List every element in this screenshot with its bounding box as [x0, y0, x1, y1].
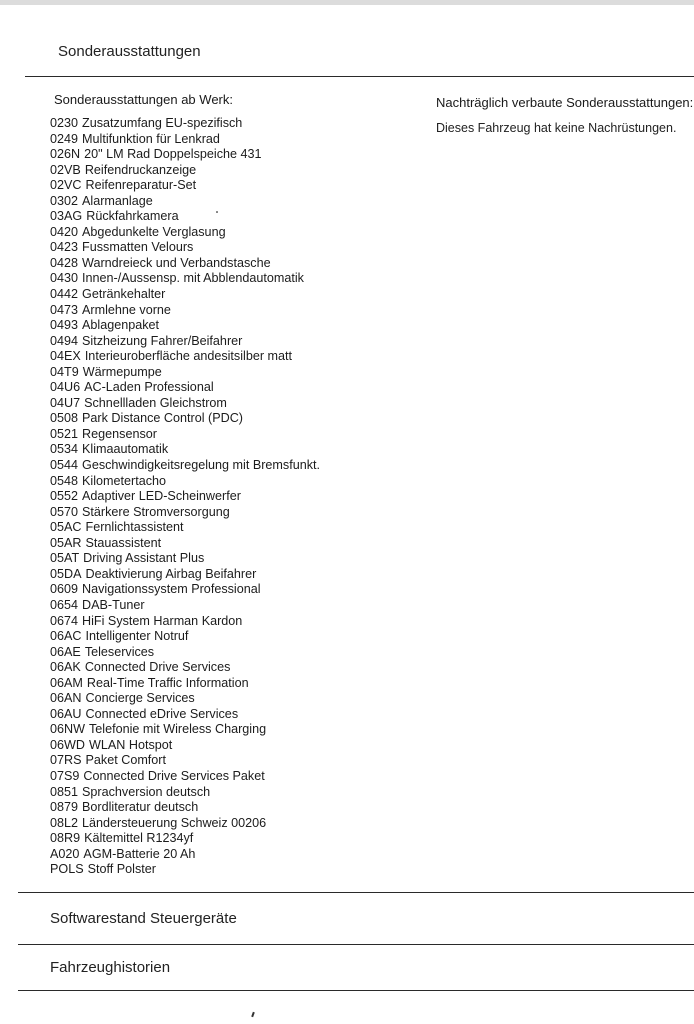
option-code: 0544: [50, 458, 79, 473]
option-code: 06AU: [50, 706, 82, 721]
top-edge-strip: [0, 0, 694, 5]
option-label: Connected Drive Services: [84, 660, 231, 675]
section-title-softwarestand: Softwarestand Steuergeräte: [50, 910, 237, 927]
option-item: [50, 567, 430, 583]
option-code: 07RS: [50, 753, 82, 768]
option-label: Reifenreparatur-Set: [85, 178, 197, 193]
option-label: Klimaautomatik: [82, 442, 169, 457]
option-code: 0473: [50, 302, 79, 317]
option-label: Kilometertacho: [82, 473, 167, 488]
option-label: Connected Drive Services Paket: [83, 768, 265, 783]
section-title-sonderausstattungen: Sonderausstattungen: [58, 43, 201, 60]
scan-speck-bottom: [251, 1012, 255, 1017]
option-label: Innen-/Aussensp. mit Abblendautomatik: [82, 271, 304, 286]
option-label: Adaptiver LED-Scheinwerfer: [82, 489, 241, 504]
option-code: 05AC: [50, 520, 82, 535]
option-item: [50, 847, 430, 863]
option-label: Real-Time Traffic Information: [86, 675, 249, 690]
option-item: [50, 334, 430, 350]
option-code: 04T9: [50, 364, 79, 379]
option-item: [50, 707, 430, 723]
option-label: Connected eDrive Services: [85, 706, 239, 721]
option-label: Zusatzumfang EU-spezifisch: [82, 116, 243, 130]
option-code: A020: [50, 846, 80, 861]
option-label: Armlehne vorne: [82, 302, 171, 317]
option-item: [50, 691, 430, 707]
option-label: Stärkere Stromversorgung: [82, 504, 230, 519]
option-code: 06AM: [50, 675, 83, 690]
factory-options-list: [50, 116, 430, 878]
option-label: Alarmanlage: [82, 193, 153, 208]
option-label: Geschwindigkeitsregelung mit Bremsfunkt.: [82, 458, 321, 473]
option-code: 0420: [50, 224, 79, 239]
option-label: Stoff Polster: [87, 862, 156, 877]
option-code: 02VC: [50, 178, 82, 193]
option-code: 0521: [50, 426, 79, 441]
option-item: [50, 240, 430, 256]
option-code: 08R9: [50, 831, 81, 846]
option-item: [50, 209, 430, 225]
option-item: [50, 427, 430, 443]
option-item: [50, 318, 430, 334]
option-item: [50, 800, 430, 816]
option-label: Sitzheizung Fahrer/Beifahrer: [82, 333, 243, 348]
option-item: [50, 178, 430, 194]
option-item: [50, 598, 430, 614]
option-code: 0249: [50, 131, 79, 146]
option-code: 08L2: [50, 815, 79, 830]
option-label: Park Distance Control (PDC): [82, 411, 243, 426]
divider-top: [25, 76, 694, 77]
option-item: [50, 194, 430, 210]
option-code: 0494: [50, 333, 79, 348]
scan-speck: [216, 211, 218, 213]
retrofit-options-text: Dieses Fahrzeug hat keine Nachrüstungen.: [436, 121, 677, 135]
option-item: [50, 365, 430, 381]
option-item: [50, 582, 430, 598]
option-code: 0493: [50, 318, 79, 333]
option-code: 0423: [50, 240, 79, 255]
option-code: 0302: [50, 193, 79, 208]
option-item: [50, 256, 430, 272]
option-item: [50, 862, 430, 878]
option-item: [50, 645, 430, 661]
option-label: 20" LM Rad Doppelspeiche 431: [84, 147, 262, 162]
option-label: Reifendruckanzeige: [84, 162, 197, 177]
option-label: Telefonie mit Wireless Charging: [89, 722, 267, 737]
option-item: [50, 271, 430, 287]
option-label: Paket Comfort: [85, 753, 167, 768]
option-code: 06NW: [50, 722, 85, 737]
option-code: 05AT: [50, 551, 80, 566]
option-code: 04U7: [50, 395, 81, 410]
option-label: Abgedunkelte Verglasung: [82, 224, 226, 239]
option-code: 0570: [50, 504, 79, 519]
option-item: [50, 225, 430, 241]
option-label: Stauassistent: [85, 535, 162, 550]
option-item: [50, 474, 430, 490]
option-code: 0534: [50, 442, 79, 457]
option-code: 0230: [50, 116, 79, 130]
option-label: Wärmepumpe: [82, 364, 162, 379]
option-label: WLAN Hotspot: [89, 737, 173, 752]
option-code: 02VB: [50, 162, 81, 177]
option-code: 06AC: [50, 629, 82, 644]
option-label: Fernlichtassistent: [85, 520, 184, 535]
option-code: 0879: [50, 800, 79, 815]
option-label: Warndreieck und Verbandstasche: [82, 255, 271, 270]
option-code: 06AK: [50, 660, 81, 675]
option-item: [50, 753, 430, 769]
option-label: Bordliteratur deutsch: [82, 800, 199, 815]
option-code: 0851: [50, 784, 79, 799]
option-item: [50, 458, 430, 474]
option-item: [50, 163, 430, 179]
option-label: Concierge Services: [85, 691, 195, 706]
option-label: Deaktivierung Airbag Beifahrer: [85, 566, 257, 581]
option-code: 0552: [50, 489, 79, 504]
option-item: [50, 676, 430, 692]
divider-after-softwarestand: [18, 944, 694, 945]
option-item: [50, 551, 430, 567]
option-label: Fussmatten Velours: [82, 240, 194, 255]
option-code: 04EX: [50, 349, 81, 364]
option-code: 05AR: [50, 535, 82, 550]
divider-after-options: [18, 892, 694, 893]
option-item: [50, 489, 430, 505]
option-code: 05DA: [50, 566, 82, 581]
option-code: 03AG: [50, 209, 83, 224]
option-item: [50, 769, 430, 785]
option-code: 0442: [50, 287, 79, 302]
option-label: Kältemittel R1234yf: [84, 831, 194, 846]
option-label: Interieuroberfläche andesitsilber matt: [84, 349, 293, 364]
section-title-fahrzeughistorien: Fahrzeughistorien: [50, 959, 171, 976]
option-code: 0428: [50, 255, 79, 270]
option-item: [50, 147, 430, 163]
option-code: 07S9: [50, 768, 80, 783]
option-label: AC-Laden Professional: [84, 380, 214, 395]
option-item: [50, 738, 430, 754]
option-label: Intelligenter Notruf: [85, 629, 189, 644]
option-label: Driving Assistant Plus: [83, 551, 205, 566]
option-item: [50, 785, 430, 801]
option-item: [50, 505, 430, 521]
option-item: [50, 396, 430, 412]
option-item: [50, 831, 430, 847]
option-label: Rückfahrkamera: [86, 209, 179, 224]
option-code: 04U6: [50, 380, 81, 395]
option-item: [50, 303, 430, 319]
divider-bottom: [18, 990, 694, 991]
option-item: [50, 614, 430, 630]
option-item: [50, 660, 430, 676]
option-label: Getränkehalter: [82, 287, 166, 302]
option-code: 0548: [50, 473, 79, 488]
factory-options-heading: Sonderausstattungen ab Werk:: [54, 92, 233, 107]
option-code: 0674: [50, 613, 79, 628]
option-label: Ländersteuerung Schweiz 00206: [82, 815, 267, 830]
option-code: 0430: [50, 271, 79, 286]
option-item: [50, 520, 430, 536]
option-code: 026N: [50, 147, 81, 162]
option-code: POLS: [50, 862, 84, 877]
option-item: [50, 116, 430, 132]
option-label: AGM-Batterie 20 Ah: [83, 846, 196, 861]
option-item: [50, 816, 430, 832]
option-code: 06AE: [50, 644, 81, 659]
option-label: DAB-Tuner: [82, 597, 145, 612]
option-item: [50, 411, 430, 427]
option-label: Sprachversion deutsch: [82, 784, 211, 799]
option-item: [50, 287, 430, 303]
option-item: [50, 349, 430, 365]
option-item: [50, 380, 430, 396]
option-label: Schnellladen Gleichstrom: [84, 395, 227, 410]
option-label: HiFi System Harman Kardon: [82, 613, 243, 628]
option-code: 06AN: [50, 691, 82, 706]
option-label: Multifunktion für Lenkrad: [82, 131, 220, 146]
retrofit-options-heading: Nachträglich verbaute Sonderausstattungen:: [436, 95, 694, 110]
option-code: 06WD: [50, 737, 85, 752]
option-item: [50, 629, 430, 645]
option-item: [50, 132, 430, 148]
option-label: Regensensor: [82, 426, 157, 441]
option-label: Teleservices: [84, 644, 155, 659]
option-code: 0508: [50, 411, 79, 426]
option-label: Navigationssystem Professional: [82, 582, 261, 597]
option-item: [50, 536, 430, 552]
option-code: 0609: [50, 582, 79, 597]
option-item: [50, 442, 430, 458]
option-code: 0654: [50, 597, 79, 612]
option-item: [50, 722, 430, 738]
option-label: Ablagenpaket: [82, 318, 160, 333]
